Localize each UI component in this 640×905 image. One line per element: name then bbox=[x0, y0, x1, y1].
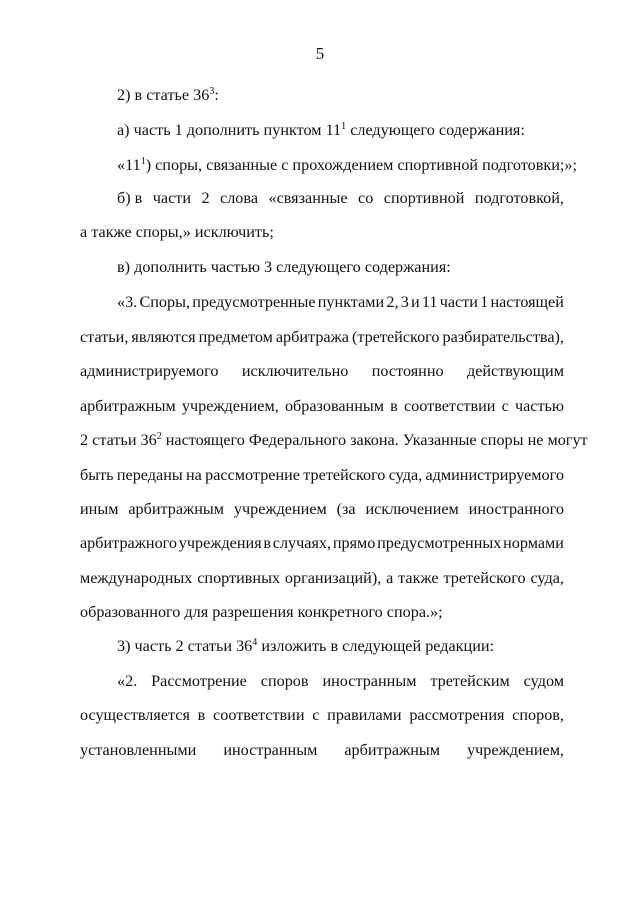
line-17: 3) часть 2 статьи $36^4$ изложить в следующей редакции: bbox=[117, 637, 495, 655]
line-2: а) часть 1 дополнить пунктом $11^1$ следующего содержания: bbox=[117, 121, 525, 139]
line-18: «2. Рассмотрение споров иностранным третейским судом bbox=[117, 672, 564, 690]
line-4: б) в части 2 слова «связанные со спортивной подготовкой, bbox=[117, 189, 564, 207]
line-1: 2) в статье $36^3$: bbox=[117, 86, 219, 104]
line-14: арбитражного учреждения в случаях, прямо предусмотренных нормами bbox=[80, 534, 564, 552]
line-13: иным арбитражным учреждением (за исключением иностранного bbox=[80, 500, 564, 518]
line-19: осуществляется в соответствии с правилами рассмотрения споров, bbox=[80, 706, 564, 724]
line-10: арбитражным учреждением, образованным в соответствии с частью bbox=[80, 397, 564, 415]
line-8: статьи, являются предметом арбитража (третейского разбирательства), bbox=[80, 328, 564, 346]
line-11: 2 статьи $36^2$ настоящего Федерального закона. Указанные споры не могут bbox=[80, 431, 588, 449]
line-12: быть переданы на рассмотрение третейского суда, администрируемого bbox=[80, 466, 564, 484]
line-20: установленными иностранным арбитражным учреждением, bbox=[80, 741, 564, 759]
line-7: «3. Споры, предусмотренные пунктами 2, 3 и 11 части 1 настоящей bbox=[117, 293, 564, 311]
line-9: администрируемого исключительно постоянно действующим bbox=[80, 362, 564, 380]
line-3: «$11^1$) споры, связанные с прохождением спортивной подготовки;»; bbox=[117, 156, 577, 174]
page-number: 5 bbox=[315, 44, 325, 63]
line-6: в) дополнить частью 3 следующего содержания: bbox=[117, 258, 451, 276]
line-5: а также споры,» исключить; bbox=[80, 223, 274, 241]
line-15: международных спортивных организаций), а также третейского суда, bbox=[80, 569, 564, 587]
line-16: образованного для разрешения конкретного спора.»; bbox=[80, 603, 443, 621]
